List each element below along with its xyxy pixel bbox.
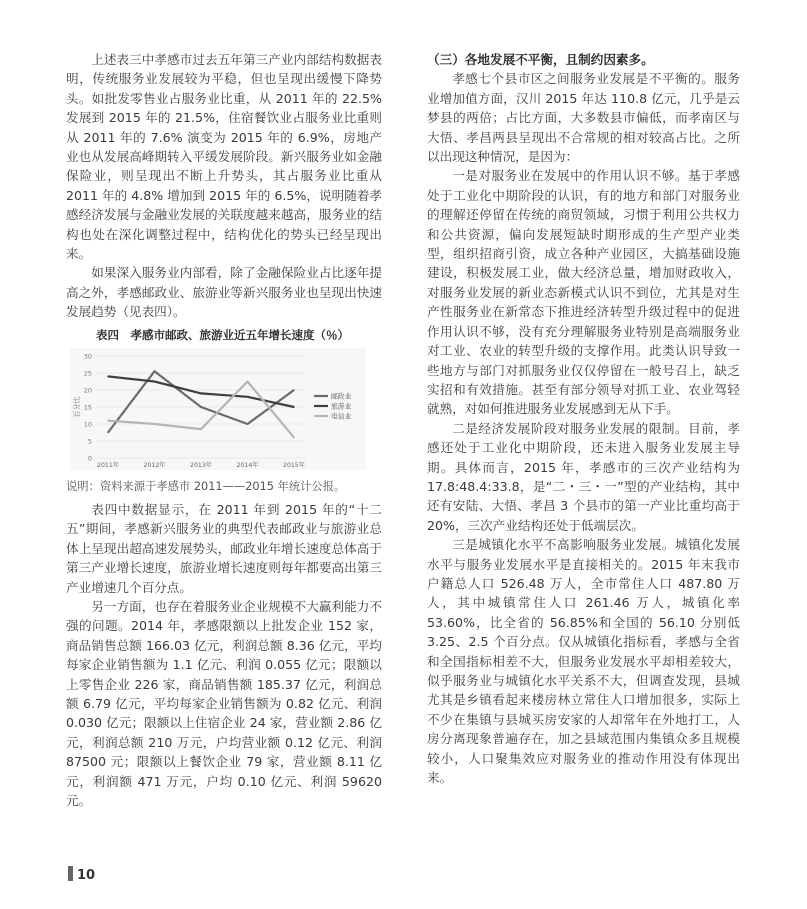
y-tick-label: 5 <box>87 437 92 446</box>
right-column <box>427 50 740 787</box>
left-paragraph-4: 另一方面，也存在着服务业企业规模不大赢利能力不强的问题。2014 年，孝感限额以上批发企业 152 家，商品销售总额 166.03 亿元，利润总额 8.36 亿元，平均每家企业销售额为 1.1 亿元、利润 0.055 亿元；限额以上零售企业 226 家，商品销售额 185.37 亿元，利润总额 6.79 亿元，平均每家企业销售额为 0.82 亿元、利润 0.030 亿元；限额以上住宿企业 24 家，营业额 2.86 亿元，利润总额 210 万元，户均营业额 0.12 亿元、利润 87500 元；限额以上餐饮企业 79 家，营业额 8.11 亿元，利润额 471 万元，户均 0.10 亿元、利润 59620 元。 <box>66 598 382 808</box>
y-tick-label: 10 <box>83 420 92 429</box>
left-paragraph-1: 上述表三中孝感市过去五年第三产业内部结构数据表明，传统服务业发展较为平稳，但也呈现出缓慢下降势头。如批发零售业占服务业比重，从 2011 年的 22.5% 发展到 2015 年的 21.5%，住宿餐饮业占服务业比重则从 2011 年的 7.6% 演变为 2015 年的 6.9%，房地产业也从发展高峰期转入平缓发展阶段。新兴服务业如金融保险业，则呈现出不断上升势头，其占服务业比重从 2011 年的 4.8% 增加到 2015 年的 6.5%，说明随着孝感经济发展与金融业发展的关联度越来越高，服务业的结构也处在深化调整过程中，结构优化的势头已经呈现出来。 <box>66 52 382 262</box>
right-paragraph-1: 孝感七个县市区之间服务业发展是不平衡的。服务业增加值方面，汉川 2015 年达 110.8 亿元，几乎是云梦县的两倍；占比方面，大多数县市偏低，而孝南区与大悟、孝昌两县呈现出不合常规的相对较高占比。之所以出现这种情况，是因为： <box>427 71 740 165</box>
data-point <box>293 437 295 439</box>
y-tick-label: 25 <box>83 369 92 378</box>
data-point <box>107 432 109 434</box>
data-point <box>107 376 109 378</box>
y-tick-label: 20 <box>83 386 92 395</box>
x-tick-label: 2012年 <box>143 462 166 470</box>
legend-label-2: 电信业 <box>331 412 352 421</box>
x-tick-label: 2014年 <box>236 462 259 470</box>
data-point <box>200 393 202 395</box>
data-point <box>154 371 156 373</box>
data-point <box>154 423 156 425</box>
growth-line-chart <box>70 348 366 470</box>
x-tick-label: 2013年 <box>190 462 212 470</box>
table-title: 表四 孝感市邮政、旅游业近五年增长速度（％） <box>96 327 349 342</box>
data-point <box>247 381 249 383</box>
page-footer <box>68 866 95 883</box>
data-point <box>293 406 295 408</box>
data-point <box>200 428 202 430</box>
left-paragraph-3: 表四中数据显示，在 2011 年到 2015 年的“十二五”期间，孝感新兴服务业的典型代表邮政业与旅游业总体上呈现出超高速发展势头，邮政业年增长速度总体高于第三产业增长速度，旅游业增长速度则每年都要高出第三产业增速几个百分点。 <box>66 501 382 595</box>
chart-note: 说明：资料来源于孝感市 2011——2015 年统计公报。 <box>66 479 346 493</box>
y-tick-label: 0 <box>87 454 92 463</box>
page-marker-bar <box>68 866 73 881</box>
y-tick-label: 30 <box>83 352 92 361</box>
y-tick-label: 15 <box>83 403 92 412</box>
data-point <box>107 420 109 422</box>
legend-label-1: 旅游业 <box>331 402 352 411</box>
y-axis-label: 百分比 <box>73 396 81 418</box>
data-point <box>247 423 249 425</box>
right-paragraph-2: 一是对服务业在发展中的作用认识不够。基于孝感处于工业化中期阶段的认识，有的地方和部门对服务业的理解还停留在传统的商贸领域，习惯于利用公共权力和公共资源，偏向发展短缺时期形成的生产型产业类型，组织招商引资，成立各种产业园区，大搞基础设施建设，积极发展工业，做大经济总量，增加财政收入，对服务业发展的新业态新模式认识不到位，尤其是对生产性服务业在新常态下推进经济转型升级过程中的促进作用认识不够，没有充分理解服务业特别是高端服务业对工业、农业的转型升级的支撑作用。此类认识导致一些地方与部门对抓服务业仅仅停留在一般号召上，缺乏实招和有效措施。甚至有部分领导对抓工业、农业驾轻就熟，对如何推进服务业发展感到无从下手。 <box>427 168 740 417</box>
x-tick-label: 2015年 <box>283 462 305 470</box>
section-title: （三）各地发展不平衡，且制约因素多。 <box>427 52 654 67</box>
page-number: 10 <box>77 868 96 883</box>
legend-label-0: 邮政业 <box>331 392 352 401</box>
data-point <box>154 381 156 383</box>
data-point <box>200 406 202 408</box>
right-paragraph-4: 三是城镇化水平不高影响服务业发展。城镇化发展水平与服务业发展水平是直接相关的。2015 年末我市户籍总人口 526.48 万人，全市常住人口 487.80 万人，其中城镇常住人口 261.46 万人，城镇化率 53.60%，比全省的 56.85%和全国的 56.10 分别低 3.25、2.5 个百分点。仅从城镇化指标看，孝感与全省和全国指标相差不大，但服务业发展水平却相差较大，似乎服务业与城镇化水平关系不大，但调查发现，县城尤其是乡镇看起来楼房林立常住人口增加很多，实际上不少在集镇与县城买房安家的人却常年在外地打工，人房分离现象普遍存在，加之县域范围内集镇众多且规模较小，人口聚集效应对服务业的推动作用没有体现出来。 <box>427 537 740 786</box>
right-paragraph-3: 二是经济发展阶段对服务业发展的限制。目前，孝感还处于工业化中期阶段，还未进入服务业发展主导期。具体而言，2015 年，孝感市的三次产业结构为 17.8:48.4:33.8，是“二・三・一”型的产业结构，其中还有安陆、大悟、孝昌 3 个县市的第一产业比重均高于 20%，三次产业结构还处于低端层次。 <box>427 420 740 533</box>
x-tick-label: 2011年 <box>97 462 119 470</box>
data-point <box>247 396 249 398</box>
chart-background <box>70 348 366 470</box>
left-column <box>66 50 382 810</box>
data-point <box>293 389 295 391</box>
left-paragraph-2: 如果深入服务业内部看，除了金融保险业占比逐年提高之外，孝感邮政业、旅游业等新兴服务业也呈现出快速发展趋势（见表四）。 <box>66 265 382 320</box>
